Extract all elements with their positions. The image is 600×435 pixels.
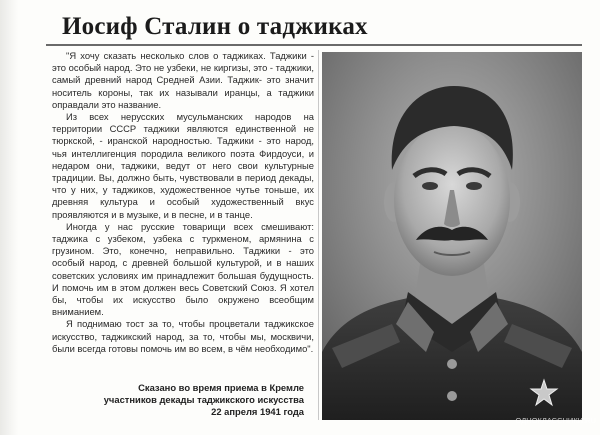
- article-paragraph: "Я хочу сказать несколько слов о таджиках. Таджики - это особый народ. Это не узбеки, не киргизы, это - таджики, самый древний народ Средней Азии. Таджик- это значит носитель короны, так их называли иранцы, а таджики оправдали это название.: [52, 50, 314, 110]
- portrait-illustration: [322, 52, 582, 420]
- portrait-photo: [322, 52, 582, 420]
- attribution: [74, 382, 304, 424]
- article-paragraph: Иногда у нас русские товарищи всех смешивают: таджика с узбеком, узбека с туркменом, армянина с грузином. Это, конечно, неправильно. Таджики - это особый народ, с древней большой культурой, и в наших советских условиях им принадлежит большая будущность. И помочь им в этом должен весь Советский Союз. Я хотел бы, чтобы их искусство было окружено всеобщим вниманием.: [52, 220, 314, 318]
- watermark: ОДНОКЛАССНИКИ.RU: [515, 416, 596, 425]
- headline: Иосиф Сталин о таджиках: [62, 13, 368, 40]
- column-rule: [318, 50, 319, 420]
- article-paragraph: Я поднимаю тост за то, чтобы процветали таджикское искусство, таджикский народ, за то, чтобы мы, москвичи, были всегда готовы помочь им во всем, в чём необходимо".: [52, 318, 314, 354]
- attribution-line: Сказано во время приема в Кремле: [138, 382, 304, 393]
- scan-edge: [0, 0, 18, 435]
- article-body: [52, 50, 314, 370]
- medal-badge-icon: [529, 378, 559, 412]
- attribution-date: 22 апреля 1941 года: [211, 406, 304, 418]
- headline-rule: [46, 44, 582, 46]
- attribution-line: участников декады таджикского искусства: [103, 394, 304, 406]
- article-paragraph: Из всех нерусских мусульманских народов на территории СССР таджики являются единственной не тюркской, - иранской народностью. Таджики - это народ, чья интеллигенция породила великого поэта Фирдоуси, и недаром они, таджики, ведут от него свои культурные традиции. Вы, должно быть, чувствовали в период декады, что у них, у таджиков, художественное чутье тоньше, их древняя культура и особый художественный вкус проявляются и в музыке, и в песне, и в танце.: [52, 111, 314, 220]
